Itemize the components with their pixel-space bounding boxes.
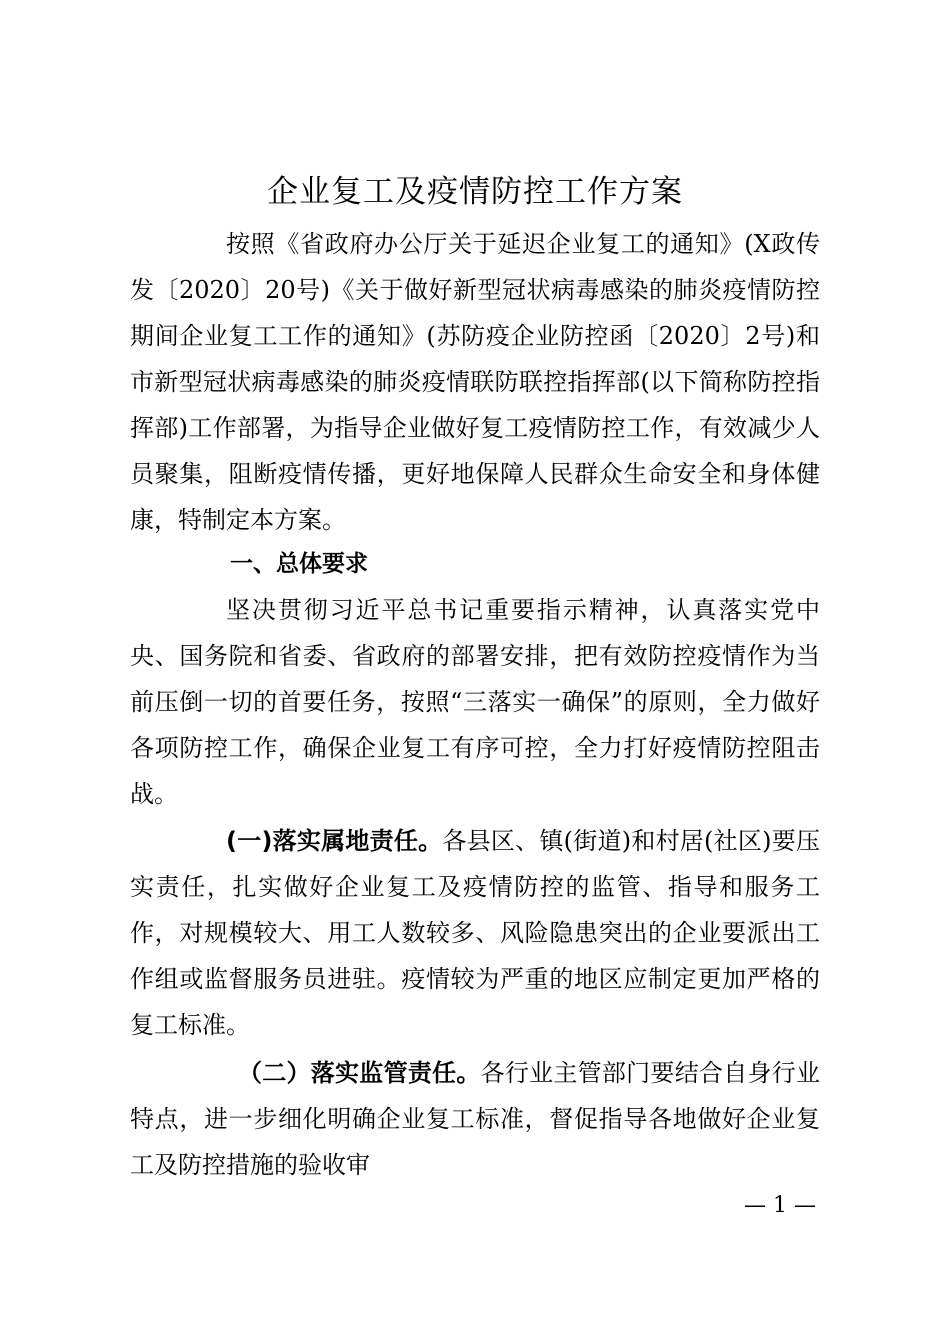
- page-number: — 1 —: [744, 1193, 816, 1218]
- item-1-lead: (一)落实属地责任。: [226, 827, 443, 855]
- item-2-lead: （二）落实监管责任。: [238, 1059, 481, 1087]
- item-1-paragraph: [130, 818, 820, 1048]
- intro-paragraph: 按照《省政府办公厅关于延迟企业复工的通知》(X政传发〔2020〕20号)《关于做好新型冠状病毒感染的肺炎疫情防控期间企业复工工作的通知》(苏防疫企业防控函〔2020〕2号)和市新型冠状病毒感染的肺炎疫情联防联控指挥部(以下简称防控指挥部)工作部署，为指导企业做好复工疫情防控工作，有效减少人员聚集，阻断疫情传播，更好地保障人民群众生命安全和身体健康，特制定本方案。: [130, 230, 820, 534]
- section-paragraph: 坚决贯彻习近平总书记重要指示精神，认真落实党中央、国务院和省委、省政府的部署安排，把有效防控疫情作为当前压倒一切的首要任务，按照“三落实一确保”的原则，全力做好各项防控工作，确保企业复工有序可控，全力打好疫情防控阻击战。: [130, 596, 820, 808]
- item-2-text: 各行业主管部门要结合自身行业特点，进一步细化明确企业复工标准，督促指导各地做好企业复工及防控措施的验收审: [130, 1059, 820, 1179]
- item-1-text: 各县区、镇(街道)和村居(社区)要压实责任，扎实做好企业复工及疫情防控的监管、指导和服务工作，对规模较大、用工人数较多、风险隐患突出的企业要派出工作组或监督服务员进驻。疫情较为严重的地区应制定更加严格的复工标准。: [130, 827, 821, 1039]
- item-2-paragraph: [130, 1050, 820, 1188]
- section-heading: 一、总体要求: [230, 551, 368, 577]
- document-title: 企业复工及疫情防控工作方案: [267, 174, 683, 210]
